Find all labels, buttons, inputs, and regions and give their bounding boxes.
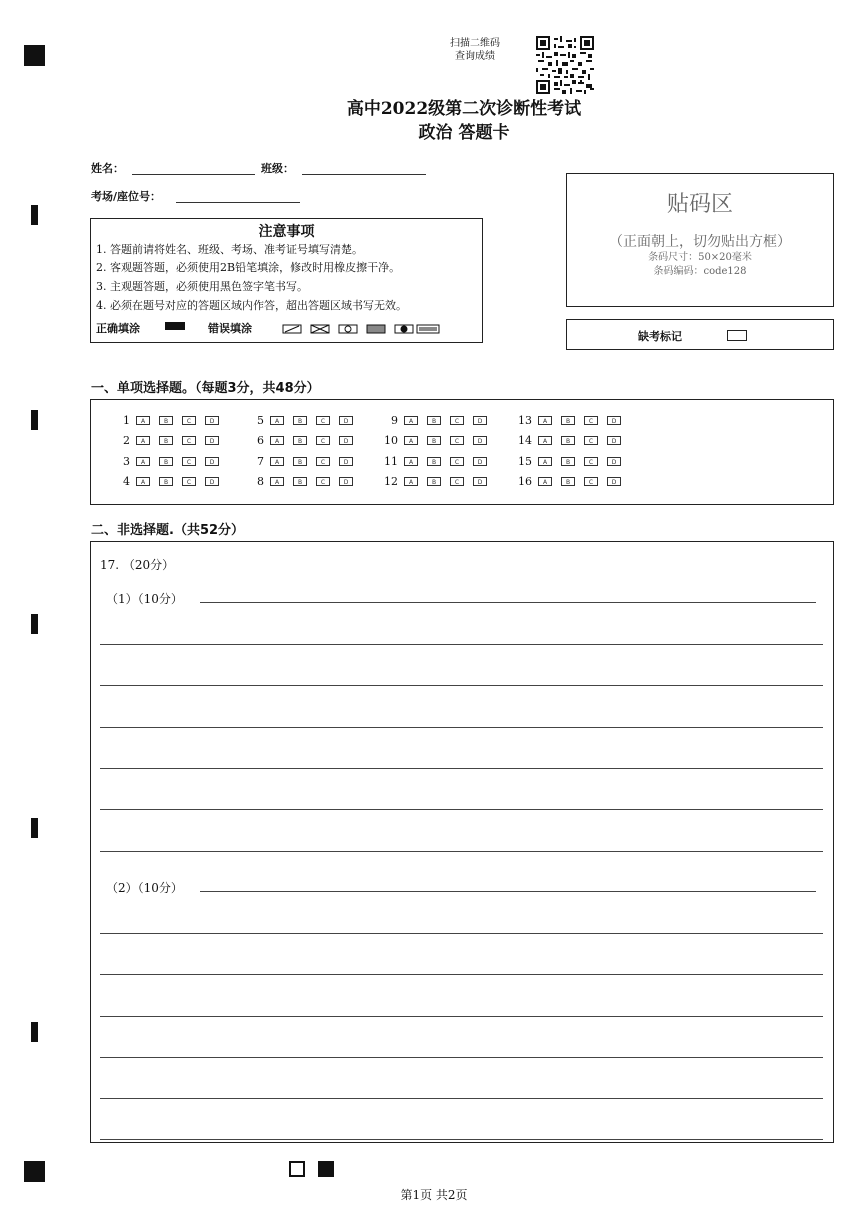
class-label: 班级： [261,162,294,175]
option-bubble[interactable]: D [205,477,219,486]
seat-label: 考场/座位号： [91,190,162,203]
absent-label: 缺考标记 [638,330,682,343]
wrong-fill-samples-icon [281,320,451,332]
timing-mark [31,205,38,225]
answer-line[interactable] [100,727,823,728]
notice-item: 1. 答题前请将姓名、班级、考场、准考证号填写清楚。 [96,243,363,256]
correct-fill-label: 正确填涂 [96,322,140,335]
option-bubble[interactable]: C [182,457,196,466]
option-bubble[interactable]: C [182,436,196,445]
answer-line[interactable] [100,1098,823,1099]
option-bubble[interactable]: B [293,477,307,486]
qr-caption-line1: 扫描二维码 [450,38,500,49]
answer-line[interactable] [100,1016,823,1017]
notice-item: 4. 必须在题号对应的答题区域内作答，超出答题区域书写无效。 [96,299,407,312]
exam-title [0,97,868,145]
option-bubble[interactable]: C [316,477,330,486]
option-bubble[interactable]: B [293,457,307,466]
option-bubble[interactable]: D [205,416,219,425]
option-bubble[interactable]: D [339,436,353,445]
answer-line[interactable] [100,1139,823,1140]
choice-question-row [502,434,630,448]
option-bubble[interactable]: A [136,416,150,425]
question-17-part1-label: （1）（10分） [106,592,183,606]
answer-line[interactable] [100,851,823,852]
option-bubble[interactable]: A [136,477,150,486]
option-bubble[interactable]: C [584,477,598,486]
option-bubble[interactable]: B [159,477,173,486]
choice-question-row [234,413,362,427]
option-bubble[interactable]: C [584,457,598,466]
exam-title-line2: 政治 答题卡 [418,123,510,143]
question-number: 12 [384,475,398,488]
registration-mark-bottom-left [24,1161,45,1182]
option-bubble[interactable]: D [473,416,487,425]
barcode-title: 贴码区 [666,192,733,217]
exam-title-line1: 高中2022级第二次诊断性考试 [346,99,582,119]
option-bubble[interactable]: C [316,457,330,466]
option-bubble[interactable]: B [159,436,173,445]
option-bubble[interactable]: D [607,436,621,445]
answer-line[interactable] [100,644,823,645]
question-number: 15 [518,454,532,468]
option-bubble[interactable]: A [538,457,552,466]
barcode-instruction: （正面朝上，切勿贴出方框） [609,234,791,250]
option-bubble[interactable]: A [404,457,418,466]
option-bubble[interactable]: D [473,457,487,466]
option-bubble[interactable]: A [270,416,284,425]
option-bubble[interactable]: B [561,457,575,466]
option-bubble[interactable]: B [561,436,575,445]
question-number: 4 [123,475,130,488]
option-bubble[interactable]: D [339,477,353,486]
notice-box [90,218,483,343]
question-number: 13 [518,413,532,427]
option-bubble[interactable]: C [316,416,330,425]
question-number: 5 [257,413,264,427]
question-number: 11 [384,454,398,468]
page-number: 第1页 共2页 [400,1188,468,1202]
choice-question-row [234,454,362,468]
wrong-fill-label: 错误填涂 [208,322,252,335]
answer-line[interactable] [200,602,816,603]
option-bubble[interactable]: D [607,457,621,466]
absent-checkbox[interactable] [727,330,747,341]
answer-line[interactable] [100,974,823,975]
question-number: 8 [257,475,264,488]
option-bubble[interactable]: C [584,416,598,425]
option-bubble[interactable]: A [136,436,150,445]
timing-mark [31,410,38,430]
option-bubble[interactable]: A [270,457,284,466]
question-number: 10 [384,434,398,447]
choice-question-row [502,413,630,427]
option-bubble[interactable]: B [293,416,307,425]
option-bubble[interactable]: C [450,457,464,466]
page-mark-hollow [289,1161,305,1177]
question-number: 9 [391,413,398,427]
choice-question-row [100,454,228,468]
notice-heading: 注意事项 [258,224,315,240]
answer-line[interactable] [100,933,823,934]
option-bubble[interactable]: A [404,416,418,425]
option-bubble[interactable]: C [316,436,330,445]
option-bubble[interactable]: D [473,436,487,445]
notice-item: 2. 客观题答题，必须使用2B铅笔填涂，修改时用橡皮擦干净。 [96,261,401,274]
choice-question-row [100,475,228,489]
notice-item: 3. 主观题答题，必须使用黑色签字笔书写。 [96,280,308,293]
choice-question-row [100,413,228,427]
option-bubble[interactable]: A [270,436,284,445]
option-bubble[interactable]: D [205,436,219,445]
option-bubble[interactable]: A [538,436,552,445]
option-bubble[interactable]: D [607,416,621,425]
answer-line[interactable] [100,1057,823,1058]
option-bubble[interactable]: B [427,477,441,486]
choice-question-row [368,413,496,427]
answer-line[interactable] [200,891,816,892]
question-number: 14 [518,434,532,447]
qr-caption-line2: 查询成绩 [455,51,495,62]
timing-mark [31,818,38,838]
option-bubble[interactable]: A [404,436,418,445]
option-bubble[interactable]: C [450,416,464,425]
barcode-area [566,173,834,307]
option-bubble[interactable]: D [339,416,353,425]
option-bubble[interactable]: B [561,416,575,425]
option-bubble[interactable]: A [136,457,150,466]
option-bubble[interactable]: D [205,457,219,466]
page-mark-solid [318,1161,334,1177]
option-bubble[interactable]: B [427,416,441,425]
section1-heading: 一、单项选择题。（每题3分，共48分） [91,381,320,396]
option-bubble[interactable]: B [159,457,173,466]
choice-question-row [368,454,496,468]
correct-fill-sample-icon [165,322,185,330]
choice-question-row [502,454,630,468]
question-17-part2-label: （2）（10分） [106,881,183,895]
question-number: 1 [123,413,130,427]
question-number: 3 [123,454,130,468]
barcode-size: 条码尺寸：50×20毫米 [648,252,752,263]
option-bubble[interactable]: D [339,457,353,466]
option-bubble[interactable]: C [182,416,196,425]
answer-line[interactable] [100,685,823,686]
option-bubble[interactable]: A [270,477,284,486]
question-number: 2 [123,434,130,447]
class-field[interactable] [302,160,426,175]
choice-question-row [100,434,228,448]
question-17-label: 17. （20分） [100,558,175,572]
option-bubble[interactable]: B [561,477,575,486]
option-bubble[interactable]: B [159,416,173,425]
choice-question-row [234,475,362,489]
seat-field[interactable] [176,188,300,203]
answer-line[interactable] [100,809,823,810]
option-bubble[interactable]: A [538,477,552,486]
registration-mark-top-left [24,45,45,66]
question-number: 7 [257,454,264,468]
option-bubble[interactable]: D [607,477,621,486]
option-bubble[interactable]: C [182,477,196,486]
option-bubble[interactable]: A [538,416,552,425]
choice-question-row [368,434,496,448]
qr-code-icon [536,36,594,94]
answer-area [90,541,834,1143]
choice-question-row [368,475,496,489]
name-label: 姓名： [91,162,124,175]
question-number: 6 [257,434,264,447]
option-bubble[interactable]: B [427,436,441,445]
qr-caption [430,37,520,63]
option-bubble[interactable]: C [450,477,464,486]
absent-box [566,319,834,350]
timing-mark [31,1022,38,1042]
option-bubble[interactable]: B [427,457,441,466]
option-bubble[interactable]: D [473,477,487,486]
name-field[interactable] [132,160,255,175]
choice-question-row [502,475,630,489]
question-number: 16 [518,475,532,488]
answer-line[interactable] [100,768,823,769]
option-bubble[interactable]: B [293,436,307,445]
option-bubble[interactable]: A [404,477,418,486]
option-bubble[interactable]: C [584,436,598,445]
timing-mark [31,614,38,634]
section2-heading: 二、非选择题.（共52分） [91,523,245,538]
option-bubble[interactable]: C [450,436,464,445]
barcode-encoding: 条码编码：code128 [653,266,747,277]
choice-question-row [234,434,362,448]
